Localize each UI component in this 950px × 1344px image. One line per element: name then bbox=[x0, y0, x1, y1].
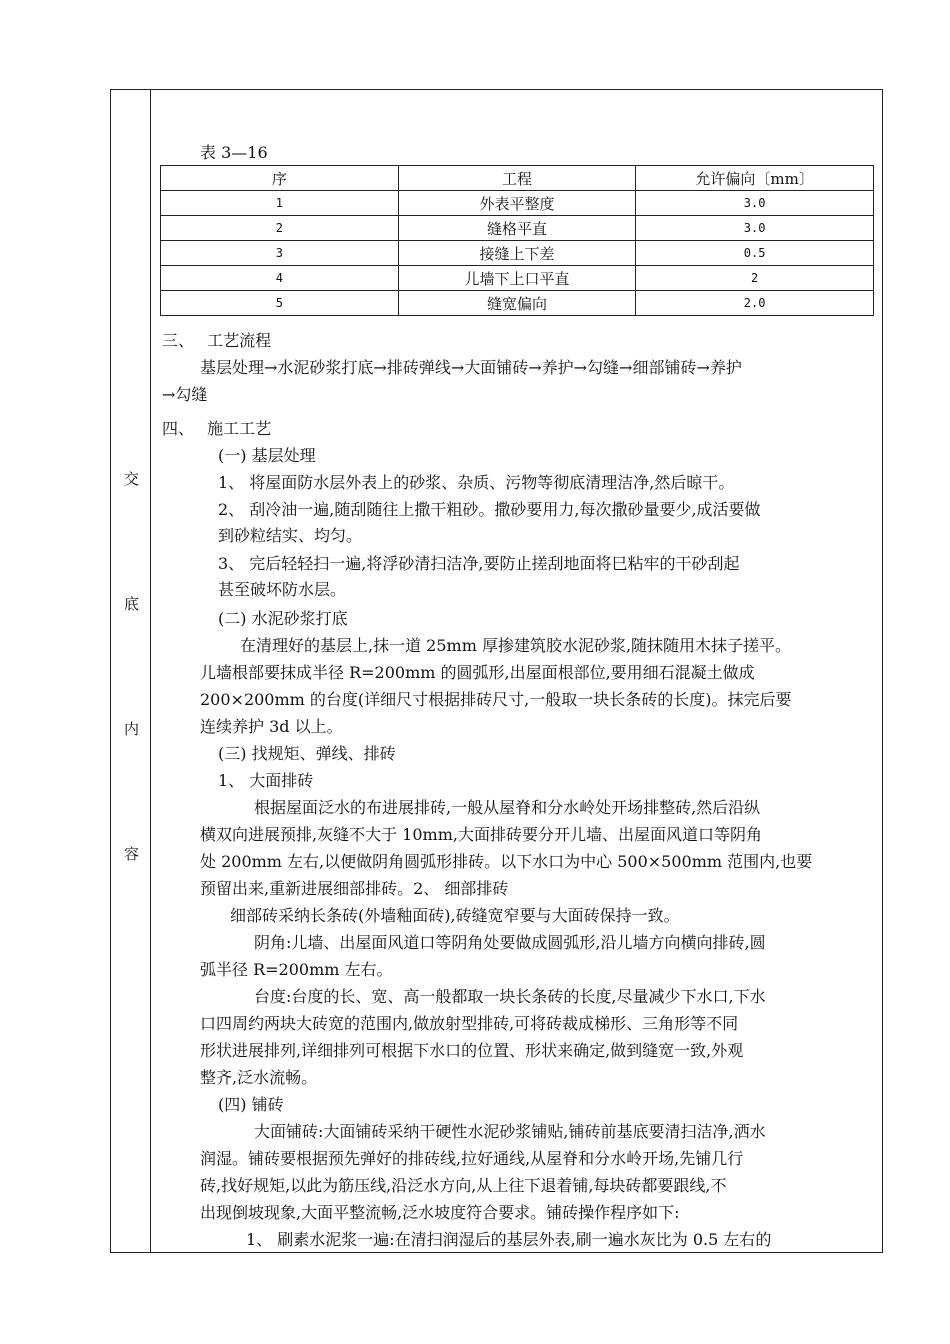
text-line: 基层处理→水泥砂浆打底→排砖弹线→大面铺砖→养护→勾缝→细部铺砖→养护 bbox=[200, 358, 742, 377]
side-label-rong: 容 bbox=[124, 845, 140, 863]
cell-tolerance: 3.0 bbox=[636, 191, 874, 216]
subsection-heading: (四) 铺砖 bbox=[218, 1095, 284, 1114]
table-row bbox=[161, 266, 874, 291]
section-heading: 三、 工艺流程 bbox=[162, 331, 272, 350]
cell-tolerance: 0.5 bbox=[636, 241, 874, 266]
cell-item: 缝宽偏向 bbox=[398, 291, 636, 316]
cell-seq: 1 bbox=[161, 191, 399, 216]
text-line: 儿墙根部要抹成半径 R=200mm 的圆弧形,出屋面根部位,要用细石混凝土做成 bbox=[200, 663, 755, 682]
table-row bbox=[161, 241, 874, 266]
cell-item: 接缝上下差 bbox=[398, 241, 636, 266]
text-line: 横双向进展预排,灰缝不大于 10mm,大面排砖要分开儿墙、出屋面风道口等阴角 bbox=[200, 825, 762, 844]
text-line: 在清理好的基层上,抹一道 25mm 厚掺建筑胶水泥砂浆,随抹随用木抹子搓平。 bbox=[240, 636, 792, 655]
side-label-jiao: 交 bbox=[124, 470, 140, 488]
text-line: 1、 将屋面防水层外表上的砂浆、杂质、污物等彻底清理洁净,然后晾干。 bbox=[218, 473, 735, 492]
subsection-heading: (三) 找规矩、弹线、排砖 bbox=[218, 744, 396, 763]
side-label-di: 底 bbox=[124, 595, 140, 613]
text-line: 形状进展排列,详细排列可根据下水口的位置、形状来确定,做到缝宽一致,外观 bbox=[200, 1041, 744, 1060]
cell-tolerance: 2 bbox=[636, 266, 874, 291]
text-line: 细部砖采纳长条砖(外墙釉面砖),砖缝宽窄要与大面砖保持一致。 bbox=[230, 906, 680, 925]
text-line: 处 200mm 左右,以便做阴角圆弧形排砖。以下水口为中心 500×500mm 范围内,也要 bbox=[200, 852, 813, 871]
header-seq: 序 bbox=[161, 166, 399, 191]
table-row bbox=[161, 191, 874, 216]
text-line: 整齐,泛水流畅。 bbox=[200, 1068, 318, 1087]
text-line: 3、 完后轻轻扫一遍,将浮砂清扫洁净,要防止搓刮地面将巳粘牢的干砂刮起 bbox=[218, 554, 740, 573]
text-line: 1、 大面排砖 bbox=[218, 771, 314, 790]
text-line: 2、 刮冷油一遍,随刮随往上撒干粗砂。撒砂要用力,每次撒砂量要少,成活要做 bbox=[218, 500, 761, 519]
section-heading: 四、 施工工艺 bbox=[162, 419, 272, 438]
text-line: 润湿。铺砖要根据预先弹好的排砖线,拉好通线,从屋脊和分水岭开场,先铺几行 bbox=[200, 1149, 744, 1168]
subsection-heading: (二) 水泥砂浆打底 bbox=[218, 609, 348, 628]
text-line: 到砂粒结实、均匀。 bbox=[218, 526, 363, 545]
text-line: 200×200mm 的台度(详细尺寸根据排砖尺寸,一般取一块长条砖的长度)。抹完后要 bbox=[200, 690, 792, 709]
text-line: 大面铺砖:大面铺砖采纳干硬性水泥砂浆铺贴,铺砖前基底要清扫洁净,洒水 bbox=[254, 1122, 766, 1141]
cell-item: 缝格平直 bbox=[398, 216, 636, 241]
text-line: 台度:台度的长、宽、高一般都取一块长条砖的长度,尽量减少下水口,下水 bbox=[254, 987, 766, 1006]
text-line: 口四周约两块大砖宽的范围内,做放射型排砖,可将砖裁成梯形、三角形等不同 bbox=[200, 1014, 739, 1033]
text-line: →勾缝 bbox=[162, 385, 208, 404]
text-line: 砖,找好规矩,以此为筋压线,沿泛水方向,从上往下退着铺,每块砖都要跟线,不 bbox=[200, 1176, 727, 1195]
text-line: 甚至破坏防水层。 bbox=[218, 580, 347, 599]
cell-tolerance: 3.0 bbox=[636, 216, 874, 241]
text-line: 弧半径 R=200mm 左右。 bbox=[200, 960, 393, 979]
cell-seq: 2 bbox=[161, 216, 399, 241]
table-header-row bbox=[161, 166, 874, 191]
text-line: 根据屋面泛水的布进展排砖,一般从屋脊和分水岭处开场排整砖,然后沿纵 bbox=[254, 798, 761, 817]
cell-seq: 5 bbox=[161, 291, 399, 316]
table-row bbox=[161, 291, 874, 316]
text-line: 1、 刷素水泥浆一遍:在清扫润湿后的基层外表,刷一遍水灰比为 0.5 左右的 bbox=[246, 1230, 772, 1249]
table-row bbox=[161, 216, 874, 241]
cell-tolerance: 2.0 bbox=[636, 291, 874, 316]
cell-item: 儿墙下上口平直 bbox=[398, 266, 636, 291]
header-tolerance: 允许偏向〔mm〕 bbox=[636, 166, 874, 191]
cell-seq: 3 bbox=[161, 241, 399, 266]
table-caption: 表 3—16 bbox=[200, 143, 268, 162]
text-line: 出现倒坡现象,大面平整流畅,泛水坡度符合要求。铺砖操作程序如下: bbox=[200, 1203, 680, 1222]
text-line: 阴角:儿墙、出屋面风道口等阴角处要做成圆弧形,沿儿墙方向横向排砖,圆 bbox=[254, 933, 766, 952]
tolerance-table bbox=[160, 165, 874, 316]
cell-item: 外表平整度 bbox=[398, 191, 636, 216]
cell-seq: 4 bbox=[161, 266, 399, 291]
header-item: 工程 bbox=[398, 166, 636, 191]
text-line: 预留出来,重新进展细部排砖。2、 细部排砖 bbox=[200, 879, 509, 898]
text-line: 连续养护 3d 以上。 bbox=[200, 717, 343, 736]
side-label-nei: 内 bbox=[124, 720, 140, 738]
subsection-heading: (一) 基层处理 bbox=[218, 446, 316, 465]
column-divider bbox=[150, 89, 151, 1253]
